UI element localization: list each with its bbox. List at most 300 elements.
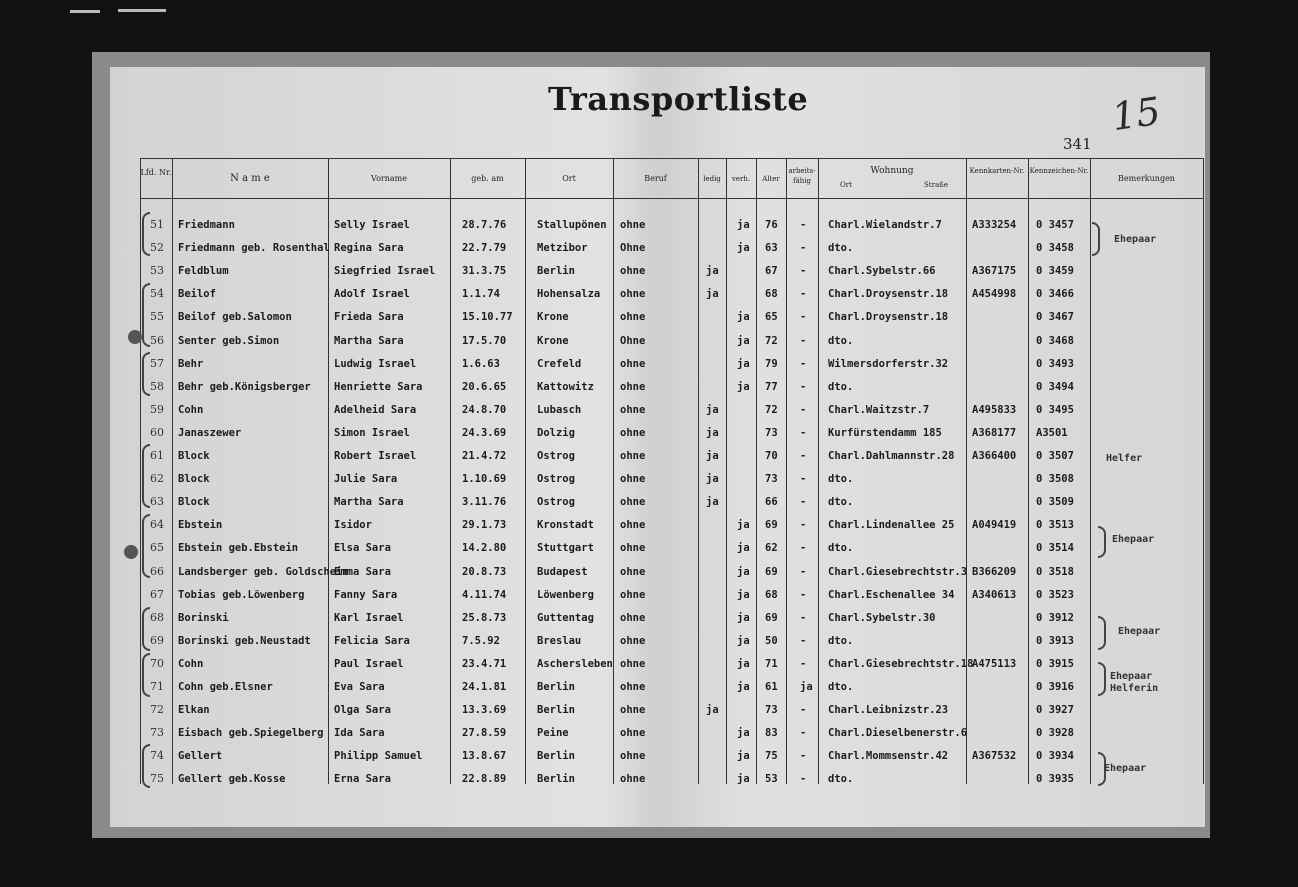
header-wohnung: Wohnung <box>870 166 914 176</box>
cell-beruf: ohne <box>620 635 646 647</box>
cell-kennzeichen: 0 3457 <box>1036 219 1074 231</box>
family-brace <box>142 283 150 347</box>
cell-wohnung: Charl.Giesebrechtstr.18 <box>828 658 974 670</box>
cell-lfd: 74 <box>150 749 164 762</box>
cell-ort: Metzibor <box>537 242 588 254</box>
cell-ort: Lubasch <box>537 404 582 416</box>
cell-ort: Berlin <box>537 704 575 716</box>
cell-wohnung: Charl.Droysenstr.18 <box>828 288 949 300</box>
cell-vorname: Simon Israel <box>334 427 410 439</box>
cell-lfd: 71 <box>150 680 164 693</box>
cell-name: Landsberger geb. Goldschein <box>178 566 349 578</box>
cell-arbeit: - <box>800 542 807 554</box>
cell-lfd: 59 <box>150 403 164 416</box>
cell-wohnung: dto. <box>828 242 854 254</box>
family-brace <box>142 744 150 788</box>
column-rule <box>613 158 614 784</box>
cell-alter: 76 <box>765 219 778 231</box>
cell-ort: Berlin <box>537 750 575 762</box>
cell-kennzeichen: 0 3468 <box>1036 335 1074 347</box>
cell-arbeit: - <box>800 358 807 370</box>
cell-verh: ja <box>737 750 750 762</box>
punch-mark <box>128 330 142 344</box>
cell-ort: Guttentag <box>537 612 594 624</box>
cell-kennzeichen: 0 3935 <box>1036 773 1074 785</box>
cell-vorname: Karl Israel <box>334 612 404 624</box>
remark-brace <box>1092 222 1100 256</box>
header-vorname: Vorname <box>371 174 407 183</box>
cell-beruf: ohne <box>620 519 646 531</box>
cell-beruf: ohne <box>620 427 646 439</box>
cell-ledig: ja <box>706 704 719 716</box>
remark-helfer: Helfer <box>1106 453 1143 464</box>
cell-kennkarte: A475113 <box>972 658 1017 670</box>
cell-wohnung: Charl.Mommsenstr.42 <box>828 750 949 762</box>
cell-alter: 83 <box>765 727 778 739</box>
cell-wohnung: dto. <box>828 542 854 554</box>
header-name: N a m e <box>230 173 270 184</box>
cell-lfd: 55 <box>150 310 164 323</box>
cell-wohnung: Charl.Eschenallee 34 <box>828 589 955 601</box>
cell-name: Beilof geb.Salomon <box>178 311 292 323</box>
cell-arbeit: - <box>800 566 807 578</box>
cell-vorname: Emma Sara <box>334 566 391 578</box>
cell-geb: 29.1.73 <box>462 519 507 531</box>
cell-wohnung: dto. <box>828 681 854 693</box>
cell-name: Elkan <box>178 704 210 716</box>
cell-name: Cohn <box>178 404 204 416</box>
cell-kennkarte: A454998 <box>972 288 1017 300</box>
column-rule <box>1028 158 1029 784</box>
cell-ledig: ja <box>706 496 719 508</box>
cell-ort: Berlin <box>537 773 575 785</box>
cell-verh: ja <box>737 381 750 393</box>
cell-vorname: Martha Sara <box>334 496 404 508</box>
cell-ort: Löwenberg <box>537 589 594 601</box>
cell-alter: 68 <box>765 288 778 300</box>
cell-vorname: Regina Sara <box>334 242 404 254</box>
cell-wohnung: Charl.Wielandstr.7 <box>828 219 942 231</box>
cell-vorname: Frieda Sara <box>334 311 404 323</box>
cell-wohnung: Charl.Dahlmannstr.28 <box>828 450 955 462</box>
cell-lfd: 52 <box>150 241 164 254</box>
cell-alter: 63 <box>765 242 778 254</box>
cell-lfd: 56 <box>150 334 164 347</box>
family-brace <box>142 352 150 396</box>
cell-kennzeichen: 0 3927 <box>1036 704 1074 716</box>
cell-kennzeichen: 0 3467 <box>1036 311 1074 323</box>
cell-name: Block <box>178 496 210 508</box>
cell-kennkarte: A367175 <box>972 265 1017 277</box>
cell-alter: 75 <box>765 750 778 762</box>
handwritten-number: 15 <box>1109 88 1164 140</box>
cell-name: Janaszewer <box>178 427 242 439</box>
cell-kennzeichen: 0 3915 <box>1036 658 1074 670</box>
cell-beruf: ohne <box>620 288 646 300</box>
cell-wohnung: dto. <box>828 473 854 485</box>
cell-verh: ja <box>737 566 750 578</box>
cell-ledig: ja <box>706 427 719 439</box>
cell-ledig: ja <box>706 473 719 485</box>
cell-kennzeichen: 0 3509 <box>1036 496 1074 508</box>
cell-ort: Budapest <box>537 566 588 578</box>
cell-geb: 13.8.67 <box>462 750 507 762</box>
cell-ort: Krone <box>537 311 569 323</box>
cell-arbeit: - <box>800 496 807 508</box>
cell-kennkarte: A367532 <box>972 750 1017 762</box>
cell-geb: 22.8.89 <box>462 773 507 785</box>
cell-name: Friedmann geb. Rosenthal <box>178 242 330 254</box>
cell-vorname: Felicia Sara <box>334 635 410 647</box>
cell-lfd: 69 <box>150 634 164 647</box>
cell-name: Borinski <box>178 612 229 624</box>
cell-vorname: Selly Israel <box>334 219 410 231</box>
cell-beruf: ohne <box>620 358 646 370</box>
cell-alter: 62 <box>765 542 778 554</box>
cell-vorname: Eva Sara <box>334 681 385 693</box>
cell-wohnung: Charl.Waitzstr.7 <box>828 404 930 416</box>
cell-vorname: Philipp Samuel <box>334 750 423 762</box>
cell-verh: ja <box>737 589 750 601</box>
cell-kennzeichen: 0 3514 <box>1036 542 1074 554</box>
page-number: 341 <box>1063 135 1092 153</box>
cell-kennkarte: A333254 <box>972 219 1017 231</box>
cell-arbeit: - <box>800 288 807 300</box>
cell-lfd: 62 <box>150 472 164 485</box>
cell-kennkarte: A049419 <box>972 519 1017 531</box>
cell-verh: ja <box>737 658 750 670</box>
cell-lfd: 58 <box>150 380 164 393</box>
remark-ehepaar: Ehepaar <box>1118 626 1161 637</box>
cell-lfd: 65 <box>150 541 164 554</box>
cell-kennzeichen: 0 3913 <box>1036 635 1074 647</box>
cell-kennkarte: A340613 <box>972 589 1017 601</box>
cell-ledig: ja <box>706 265 719 277</box>
cell-geb: 23.4.71 <box>462 658 507 670</box>
cell-alter: 66 <box>765 496 778 508</box>
cell-alter: 50 <box>765 635 778 647</box>
remark-brace <box>1098 662 1106 696</box>
cell-verh: ja <box>737 335 750 347</box>
cell-geb: 31.3.75 <box>462 265 507 277</box>
cell-beruf: ohne <box>620 566 646 578</box>
cell-arbeit: - <box>800 635 807 647</box>
cell-name: Ebstein geb.Ebstein <box>178 542 299 554</box>
cell-name: Friedmann <box>178 219 235 231</box>
cell-lfd: 66 <box>150 565 164 578</box>
cell-kennzeichen: 0 3495 <box>1036 404 1074 416</box>
film-scratch <box>118 9 166 12</box>
cell-beruf: ohne <box>620 473 646 485</box>
cell-wohnung: dto. <box>828 773 854 785</box>
cell-alter: 69 <box>765 612 778 624</box>
cell-arbeit: - <box>800 658 807 670</box>
header-geb: geb. am <box>471 174 504 183</box>
cell-arbeit: - <box>800 773 807 785</box>
column-rule <box>525 158 526 784</box>
column-rule <box>1203 158 1204 784</box>
header-alter: Alter <box>762 175 780 183</box>
cell-verh: ja <box>737 519 750 531</box>
column-rule <box>786 158 787 784</box>
cell-verh: ja <box>737 242 750 254</box>
cell-verh: ja <box>737 219 750 231</box>
family-brace <box>142 444 150 508</box>
cell-beruf: ohne <box>620 589 646 601</box>
film-scratch <box>70 10 100 13</box>
header-verh: verh. <box>731 175 751 183</box>
column-rule <box>1090 158 1091 784</box>
cell-wohnung: Wilmersdorferstr.32 <box>828 358 949 370</box>
table-top-rule <box>140 158 1203 159</box>
cell-ort: Ostrog <box>537 450 575 462</box>
cell-geb: 7.5.92 <box>462 635 500 647</box>
cell-geb: 17.5.70 <box>462 335 507 347</box>
cell-beruf: ohne <box>620 450 646 462</box>
cell-name: Ebstein <box>178 519 223 531</box>
cell-verh: ja <box>737 727 750 739</box>
document-title: Transportliste <box>548 80 809 118</box>
cell-name: Block <box>178 450 210 462</box>
cell-ort: Crefeld <box>537 358 582 370</box>
cell-wohnung: Charl.Lindenallee 25 <box>828 519 955 531</box>
cell-wohnung: Charl.Sybelstr.30 <box>828 612 936 624</box>
cell-ort: Berlin <box>537 681 575 693</box>
punch-mark <box>124 545 138 559</box>
cell-alter: 79 <box>765 358 778 370</box>
family-brace <box>142 212 150 256</box>
cell-kennzeichen: 0 3458 <box>1036 242 1074 254</box>
cell-name: Feldblum <box>178 265 229 277</box>
cell-vorname: Erna Sara <box>334 773 391 785</box>
column-rule <box>172 158 173 784</box>
cell-geb: 15.10.77 <box>462 311 513 323</box>
cell-geb: 1.6.63 <box>462 358 500 370</box>
remark-ehepaar: Ehepaar <box>1104 763 1147 774</box>
header-bemerkungen: Bemerkungen <box>1118 174 1175 183</box>
cell-kennzeichen: 0 3513 <box>1036 519 1074 531</box>
cell-arbeit: - <box>800 242 807 254</box>
cell-lfd: 61 <box>150 449 164 462</box>
cell-beruf: ohne <box>620 612 646 624</box>
cell-beruf: ohne <box>620 311 646 323</box>
cell-kennzeichen: 0 3934 <box>1036 750 1074 762</box>
remark-brace <box>1098 526 1106 558</box>
cell-kennzeichen: 0 3507 <box>1036 450 1074 462</box>
cell-kennzeichen: A3501 <box>1036 427 1068 439</box>
cell-ort: Dolzig <box>537 427 575 439</box>
cell-vorname: Ida Sara <box>334 727 385 739</box>
cell-geb: 3.11.76 <box>462 496 507 508</box>
cell-name: Block <box>178 473 210 485</box>
cell-arbeit: - <box>800 404 807 416</box>
cell-beruf: ohne <box>620 773 646 785</box>
cell-ort: Breslau <box>537 635 582 647</box>
cell-ort: Ostrog <box>537 473 575 485</box>
cell-vorname: Adolf Israel <box>334 288 410 300</box>
cell-beruf: ohne <box>620 542 646 554</box>
cell-kennzeichen: 0 3916 <box>1036 681 1074 693</box>
cell-ort: Stuttgart <box>537 542 594 554</box>
cell-vorname: Olga Sara <box>334 704 391 716</box>
header-ledig: ledig <box>703 175 721 183</box>
cell-ort: Aschersleben <box>537 658 613 670</box>
table-header-rule <box>140 198 1203 199</box>
remark-brace <box>1098 616 1106 650</box>
cell-alter: 73 <box>765 427 778 439</box>
cell-lfd: 57 <box>150 357 164 370</box>
cell-lfd: 54 <box>150 287 164 300</box>
cell-wohnung: Kurfürstendamm 185 <box>828 427 942 439</box>
cell-name: Eisbach geb.Spiegelberg <box>178 727 324 739</box>
cell-beruf: Ohne <box>620 335 646 347</box>
cell-geb: 1.10.69 <box>462 473 507 485</box>
cell-kennzeichen: 0 3466 <box>1036 288 1074 300</box>
cell-vorname: Julie Sara <box>334 473 398 485</box>
cell-arbeit: - <box>800 335 807 347</box>
cell-lfd: 51 <box>150 218 164 231</box>
header-wohnung-strasse: Straße <box>924 181 948 189</box>
cell-arbeit: - <box>800 704 807 716</box>
cell-kennzeichen: 0 3508 <box>1036 473 1074 485</box>
cell-beruf: Ohne <box>620 242 646 254</box>
cell-name: Borinski geb.Neustadt <box>178 635 311 647</box>
remark-helferin: Helferin <box>1110 683 1159 694</box>
cell-geb: 22.7.79 <box>462 242 507 254</box>
header-lfd: Lfd. Nr. <box>140 168 172 177</box>
cell-beruf: ohne <box>620 658 646 670</box>
cell-geb: 24.8.70 <box>462 404 507 416</box>
cell-vorname: Elsa Sara <box>334 542 391 554</box>
cell-arbeit: - <box>800 589 807 601</box>
column-rule <box>726 158 727 784</box>
cell-beruf: ohne <box>620 704 646 716</box>
family-brace <box>142 514 150 578</box>
cell-arbeit: - <box>800 519 807 531</box>
remark-ehepaar: Ehepaar <box>1112 534 1155 545</box>
cell-wohnung: Charl.Sybelstr.66 <box>828 265 936 277</box>
cell-verh: ja <box>737 773 750 785</box>
cell-lfd: 53 <box>150 264 164 277</box>
cell-lfd: 73 <box>150 726 164 739</box>
cell-vorname: Paul Israel <box>334 658 404 670</box>
cell-wohnung: dto. <box>828 635 854 647</box>
cell-lfd: 64 <box>150 518 164 531</box>
column-rule <box>818 158 819 784</box>
cell-geb: 4.11.74 <box>462 589 507 601</box>
cell-kennzeichen: 0 3912 <box>1036 612 1074 624</box>
cell-alter: 72 <box>765 335 778 347</box>
cell-ort: Peine <box>537 727 569 739</box>
cell-wohnung: Charl.Leibnizstr.23 <box>828 704 949 716</box>
cell-vorname: Siegfried Israel <box>334 265 436 277</box>
cell-kennkarte: A366400 <box>972 450 1017 462</box>
cell-wohnung: dto. <box>828 496 854 508</box>
cell-verh: ja <box>737 681 750 693</box>
cell-kennzeichen: 0 3518 <box>1036 566 1074 578</box>
cell-vorname: Martha Sara <box>334 335 404 347</box>
cell-ledig: ja <box>706 288 719 300</box>
cell-beruf: ohne <box>620 404 646 416</box>
cell-alter: 61 <box>765 681 778 693</box>
cell-kennzeichen: 0 3459 <box>1036 265 1074 277</box>
cell-beruf: ohne <box>620 681 646 693</box>
cell-verh: ja <box>737 311 750 323</box>
cell-ort: Berlin <box>537 265 575 277</box>
cell-alter: 72 <box>765 404 778 416</box>
cell-alter: 53 <box>765 773 778 785</box>
cell-arbeit: - <box>800 311 807 323</box>
cell-alter: 65 <box>765 311 778 323</box>
cell-ort: Ostrog <box>537 496 575 508</box>
cell-lfd: 75 <box>150 772 164 785</box>
header-beruf: Beruf <box>644 174 667 183</box>
cell-alter: 70 <box>765 450 778 462</box>
cell-ledig: ja <box>706 404 719 416</box>
header-arbeitsfaehig: arbeits-fähig <box>788 167 816 185</box>
column-rule <box>756 158 757 784</box>
cell-ort: Hohensalza <box>537 288 601 300</box>
cell-vorname: Isidor <box>334 519 372 531</box>
column-rule <box>450 158 451 784</box>
cell-arbeit: - <box>800 265 807 277</box>
cell-ort: Kronstadt <box>537 519 594 531</box>
cell-kennzeichen: 0 3493 <box>1036 358 1074 370</box>
cell-alter: 67 <box>765 265 778 277</box>
cell-name: Senter geb.Simon <box>178 335 280 347</box>
cell-lfd: 63 <box>150 495 164 508</box>
cell-arbeit: - <box>800 727 807 739</box>
cell-geb: 24.1.81 <box>462 681 507 693</box>
cell-geb: 24.3.69 <box>462 427 507 439</box>
column-rule <box>698 158 699 784</box>
cell-arbeit: - <box>800 427 807 439</box>
cell-lfd: 68 <box>150 611 164 624</box>
remark-ehepaar: Ehepaar <box>1114 234 1157 245</box>
cell-verh: ja <box>737 612 750 624</box>
cell-geb: 20.6.65 <box>462 381 507 393</box>
header-kennzeichen: Kennzeichen-Nr. <box>1029 167 1089 175</box>
column-rule <box>966 158 967 784</box>
cell-wohnung: Charl.Droysenstr.18 <box>828 311 949 323</box>
cell-alter: 68 <box>765 589 778 601</box>
cell-name: Behr geb.Königsberger <box>178 381 311 393</box>
header-ort: Ort <box>562 174 576 183</box>
cell-arbeit: ja <box>800 681 813 693</box>
cell-name: Gellert geb.Kosse <box>178 773 286 785</box>
family-brace <box>142 607 150 651</box>
cell-beruf: ohne <box>620 496 646 508</box>
cell-name: Beilof <box>178 288 216 300</box>
cell-geb: 21.4.72 <box>462 450 507 462</box>
cell-geb: 1.1.74 <box>462 288 500 300</box>
cell-alter: 69 <box>765 566 778 578</box>
cell-geb: 14.2.80 <box>462 542 507 554</box>
cell-alter: 73 <box>765 473 778 485</box>
cell-verh: ja <box>737 358 750 370</box>
cell-vorname: Adelheid Sara <box>334 404 417 416</box>
family-brace <box>142 653 150 697</box>
cell-geb: 13.3.69 <box>462 704 507 716</box>
cell-beruf: ohne <box>620 381 646 393</box>
cell-name: Cohn geb.Elsner <box>178 681 273 693</box>
cell-geb: 25.8.73 <box>462 612 507 624</box>
cell-name: Behr <box>178 358 204 370</box>
cell-geb: 20.8.73 <box>462 566 507 578</box>
cell-kennzeichen: 0 3928 <box>1036 727 1074 739</box>
cell-kennkarte: A368177 <box>972 427 1017 439</box>
cell-wohnung: dto. <box>828 381 854 393</box>
